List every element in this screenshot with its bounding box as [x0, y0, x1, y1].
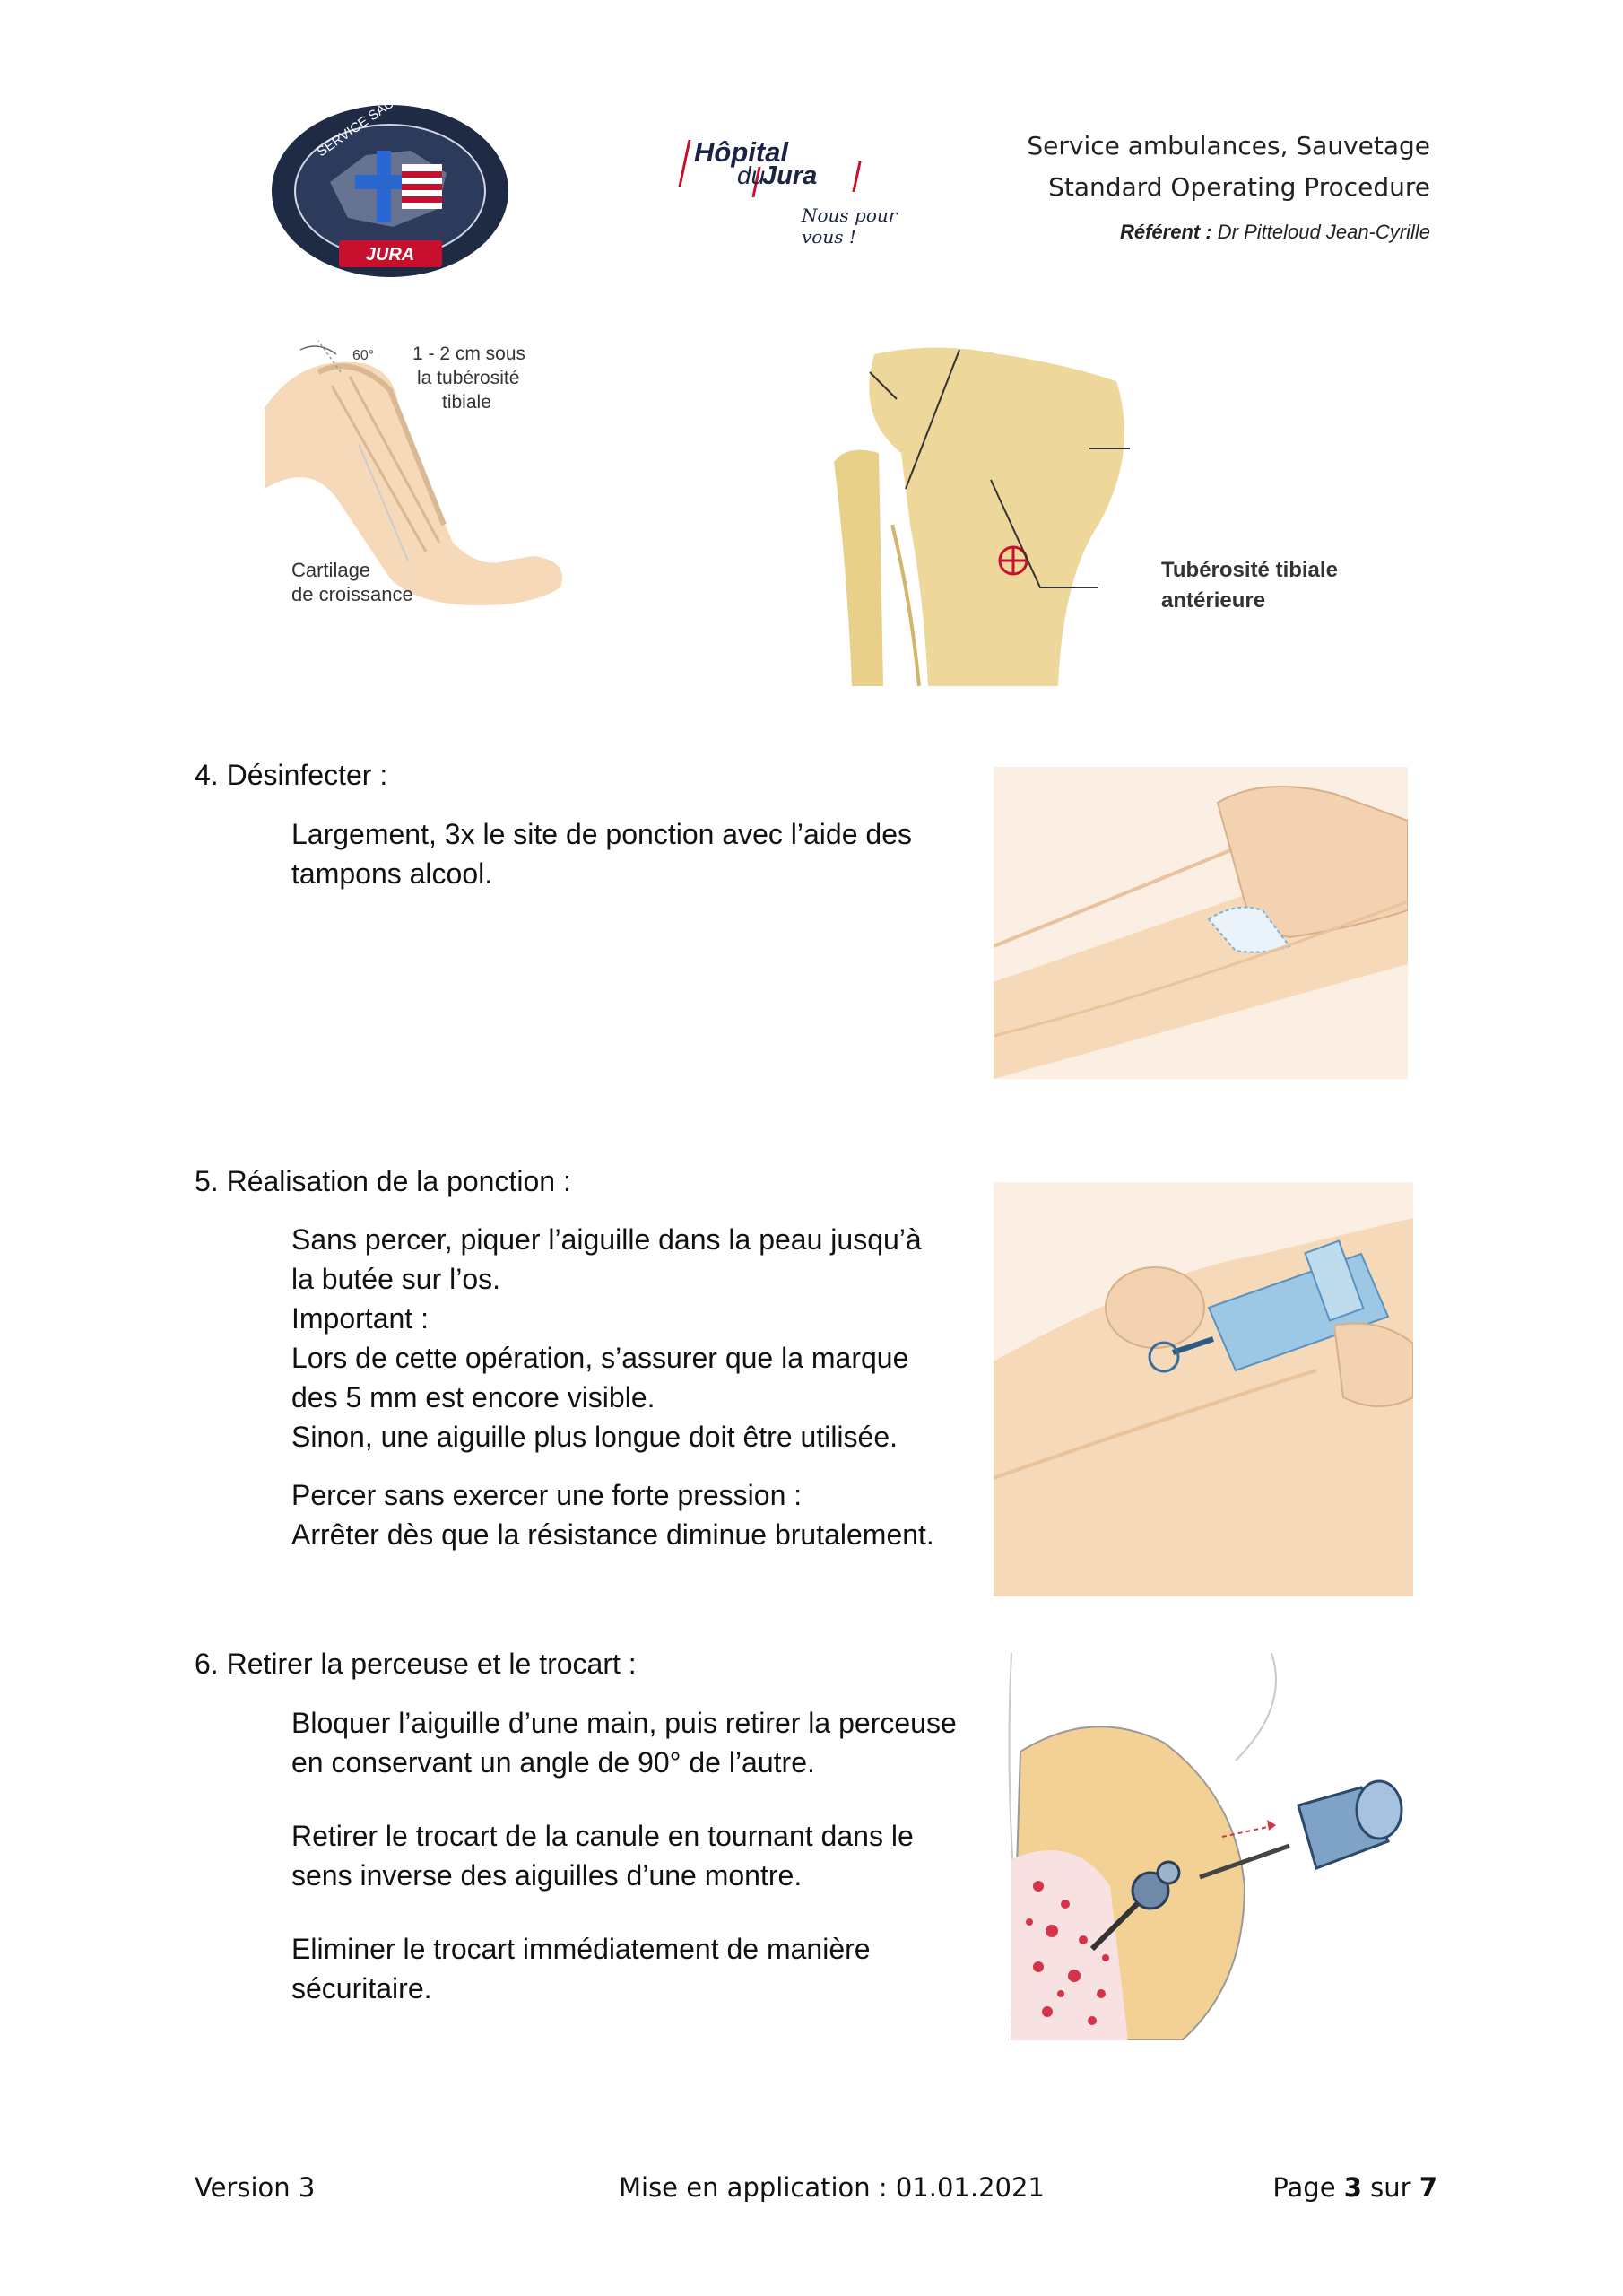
- step-6-para-1: [291, 1703, 957, 1782]
- text-line: la butée sur l’os.: [291, 1263, 501, 1295]
- text-line: Retirer le trocart de la canule en tournant dans le: [291, 1820, 914, 1852]
- text-line: Arrêter dès que la résistance diminue brutalement.: [291, 1518, 934, 1551]
- footer-page: [1272, 2172, 1437, 2203]
- text-line: des 5 mm est encore visible.: [291, 1381, 655, 1413]
- step-5-text-a: [291, 1220, 922, 1457]
- text-line: Sinon, une aiguille plus longue doit être utilisée.: [291, 1421, 898, 1453]
- text-line: sens inverse des aiguilles d’une montre.: [291, 1859, 803, 1892]
- step-4-text: [291, 814, 912, 893]
- trocar-removal-illustration: [1002, 1653, 1424, 2040]
- disinfection-illustration: [994, 767, 1408, 1079]
- page-prefix: Page: [1272, 2172, 1344, 2203]
- page-middle: sur: [1361, 2172, 1419, 2203]
- tibia-bone-illustration: [829, 345, 1385, 686]
- referent-name: Dr Pitteloud Jean-Cyrille: [1217, 221, 1430, 243]
- leg-insertion-site-illustration: [265, 336, 650, 632]
- leg-label-top-2: la tubérosité: [417, 368, 520, 388]
- header-referent: [1120, 221, 1430, 244]
- hospital-logo-line2-du: du: [737, 161, 766, 189]
- step-4-title: 4. Désinfecter :: [195, 759, 388, 791]
- header-service-line1: Service ambulances, Sauvetage: [1027, 131, 1430, 161]
- text-line: Lors de cette opération, s’assurer que la marque: [291, 1342, 909, 1374]
- page-total: 7: [1419, 2172, 1437, 2203]
- leg-angle-label: 60°: [352, 348, 375, 363]
- leg-label-bottom-1: Cartilage: [291, 559, 371, 581]
- page-current: 3: [1343, 2172, 1362, 2203]
- text-line: Bloquer l’aiguille d’une main, puis retirer la perceuse: [291, 1707, 957, 1739]
- seal-jura-text: JURA: [365, 245, 415, 265]
- footer-version: Version 3: [195, 2172, 316, 2203]
- bone-label-2: antérieure: [1161, 588, 1266, 613]
- referent-label: Référent :: [1119, 221, 1212, 243]
- text-line: Largement, 3x le site de ponction avec l’aide des: [291, 818, 912, 850]
- step-6-title: 6. Retirer la perceuse et le trocart :: [195, 1648, 637, 1680]
- footer-date: Mise en application : 01.01.2021: [619, 2172, 1045, 2203]
- step-6-para-2: [291, 1816, 914, 1895]
- step-6-para-3: [291, 1929, 871, 2008]
- step-5-text-b: [291, 1475, 934, 1554]
- text-line: sécuritaire.: [291, 1972, 432, 2005]
- bone-label-1: Tubérosité tibiale: [1161, 558, 1338, 582]
- leg-label-bottom-2: de croissance: [291, 583, 413, 605]
- text-line: en conservant un angle de 90° de l’autre.: [291, 1746, 815, 1779]
- leg-label-top-3: tibiale: [442, 392, 491, 413]
- leg-label-top-1: 1 - 2 cm sous: [412, 344, 526, 364]
- hospital-logo-tagline: Nous pour vous !: [802, 204, 898, 248]
- puncture-drill-illustration: [994, 1182, 1413, 1596]
- text-line: tampons alcool.: [291, 857, 493, 890]
- text-line: Sans percer, piquer l’aiguille dans la peau jusqu’à: [291, 1223, 922, 1256]
- text-line: Eliminer le trocart immédiatement de manière: [291, 1933, 871, 1965]
- hopital-du-jura-logo: [683, 135, 934, 248]
- hospital-logo-line2-jura: Jura: [762, 161, 818, 190]
- text-line: Important :: [291, 1302, 429, 1335]
- text-line: Percer sans exercer une forte pression :: [291, 1479, 803, 1511]
- step-5-title: 5. Réalisation de la ponction :: [195, 1165, 571, 1197]
- hospital-logo-line1: Hôpital: [694, 136, 789, 168]
- header-service-line2: Standard Operating Procedure: [1048, 172, 1430, 202]
- service-sauvetage-seal-logo: [267, 101, 514, 281]
